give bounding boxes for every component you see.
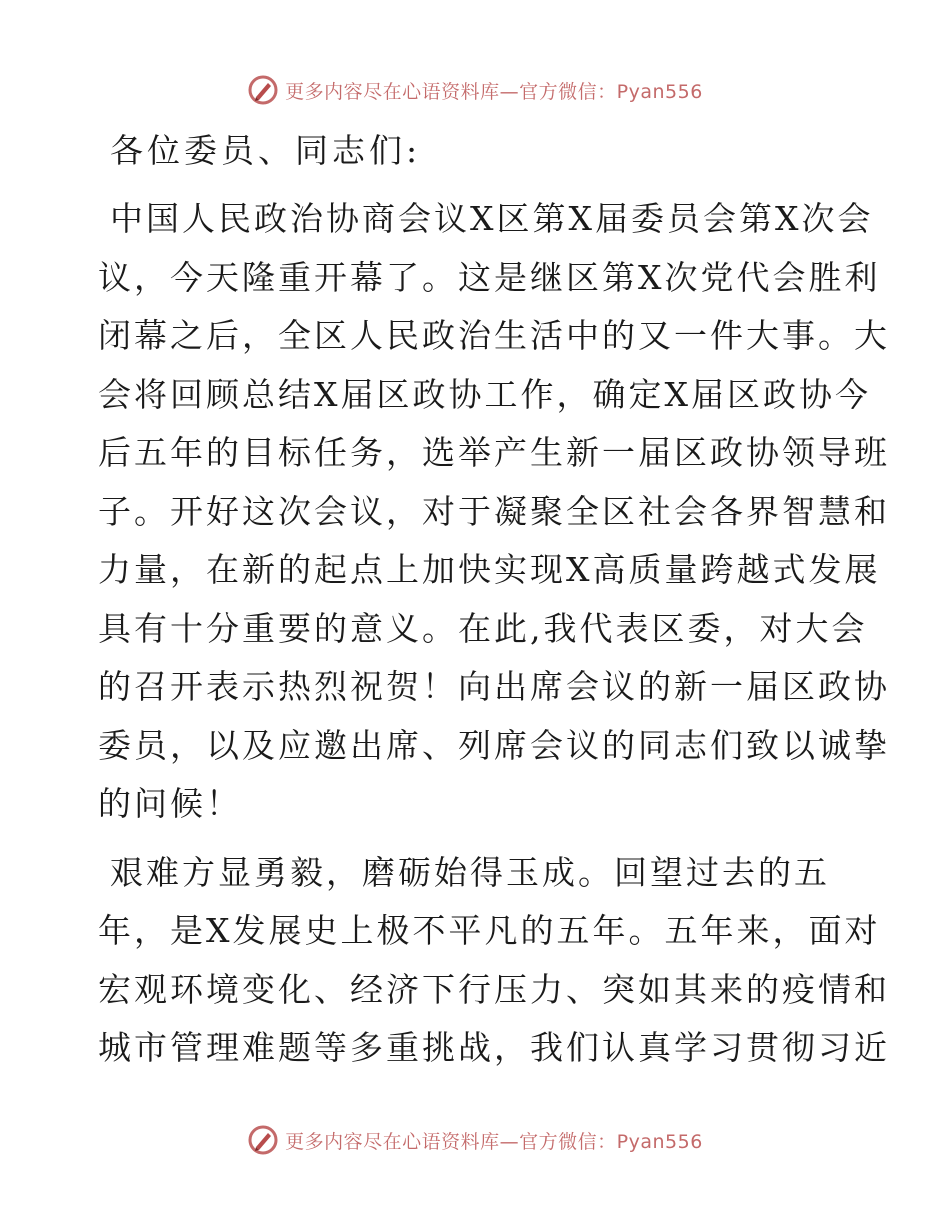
text-line: 的问候！ [98, 784, 242, 823]
watermark-text: 更多内容尽在心语资料库—官方微信：Pyan556 [285, 80, 703, 103]
text-line: 会将回顾总结X届区政协工作，确定X届区政协今 [98, 374, 871, 414]
text-line: 宏观环境变化、经济下行压力、突如其来的疫情和 [98, 969, 890, 1009]
greeting: 各位委员、同志们: [110, 131, 422, 170]
text-line: 后五年的目标任务，选举产生新一届区政协领导班 [98, 433, 890, 472]
text-line: 闭幕之后，全区人民政治生活中的又一件大事。大 [98, 316, 890, 355]
text-line: 委员，以及应邀出席、列席会议的同志们致以诚挚 [98, 725, 890, 765]
text-line: 具有十分重要的意义。在此,我代表区委，对大会 [98, 608, 868, 648]
footer-watermark [0, 1120, 950, 1160]
document-body [98, 122, 890, 1088]
text-line: 的召开表示热烈祝贺！向出席会议的新一届区政协 [98, 667, 890, 706]
text-line: 艰难方显勇毅，磨砺始得玉成。回望过去的五 [110, 852, 830, 892]
watermark-text: 更多内容尽在心语资料库—官方微信：Pyan556 [285, 1130, 703, 1153]
text-line: 城市管理难题等多重挑战，我们认真学习贯彻习近 [98, 1028, 890, 1067]
header-watermark [0, 70, 950, 110]
text-line: 子。开好这次会议，对于凝聚全区社会各界智慧和 [98, 491, 890, 531]
pen-logo-icon [247, 1124, 279, 1156]
paragraph-1 [98, 190, 890, 834]
text-line: 中国人民政治协商会议X区第X届委员会第X次会 [110, 199, 874, 238]
text-line: 议，今天隆重开幕了。这是继区第X次党代会胜利 [98, 257, 881, 297]
pen-logo-icon [247, 74, 279, 106]
text-line: 年，是X发展史上极不平凡的五年。五年来，面对 [98, 911, 881, 950]
paragraph-2 [98, 844, 890, 1078]
text-line: 力量，在新的起点上加快实现X高质量跨越式发展 [98, 550, 881, 589]
